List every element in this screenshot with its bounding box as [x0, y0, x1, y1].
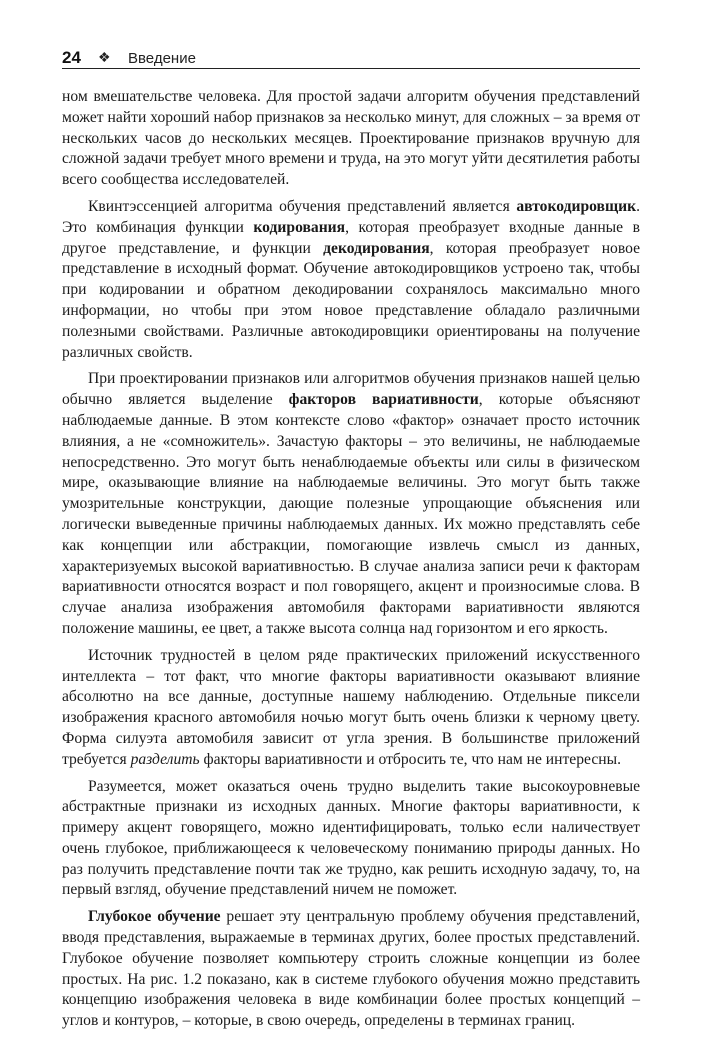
paragraph [62, 646, 640, 771]
separator-ornament-icon: ❖ [98, 49, 111, 65]
body-text [62, 87, 640, 1038]
text-run: Источник трудностей в целом ряде практических приложений искусственного интеллекта – тот факт, что многие факторы вариативности оказывают влияние абсолютно на все данные, доступные нашему наблюдению. Отдельные пиксели изображения красного автомобиля ночью могут быть очень близки к черному цвету. Форма силуэта автомобиля зависит от угла зрения. В большинстве приложений требуется [62, 646, 640, 768]
text-run: , которая преобразует новое представление в исходный формат. Обучение автокодировщиков устроено так, чтобы при кодировании и обратном декодировании сохранялось максимально много информации, но чтобы при этом новое представление обладало различными полезными свойствами. Различные автокодировщики ориентированы на получение различных свойств. [62, 239, 641, 361]
text-run: При проектировании признаков или алгоритмов обучения признаков нашей целью обычно является выделение [62, 370, 640, 409]
text-run: ном вмешательстве человека. Для простой задачи алгоритм обучения представлений может найти хороший набор признаков за несколько минут, для сложных – за время от нескольких часов до нескольких месяцев. Проектирование признаков вручную для сложной задачи требует много времени и труда, на это могут уйти десятилетия работы всего сообщества исследователей. [62, 88, 640, 189]
text-run: Квинтэссенцией алгоритма обучения представлений является [88, 197, 517, 215]
bold-term: Глубокое обучение [88, 908, 221, 926]
section-title: Введение [128, 50, 196, 67]
bold-term: декодирования [323, 239, 430, 257]
text-run: факторы вариативности и отбросить те, что нам не интересны. [199, 750, 621, 768]
running-header [62, 46, 640, 69]
text-run: , которая преобразует входные данные в другое представление, и функции [62, 218, 640, 257]
paragraph [62, 197, 640, 363]
page-number: 24 [62, 48, 81, 67]
paragraph [62, 87, 640, 191]
paragraph [62, 907, 640, 1032]
bold-term: кодирования [253, 218, 346, 236]
text-run: , которые объясняют наблюдаемые данные. В этом контексте слово «фактор» означает просто источник влияния, а не «сомножитель». Зачастую факторы – это величины, не наблюдаемые непосредственно. Это могут быть ненаблюдаемые объекты или силы в физическом мире, оказывающие влияние на наблюдаемые величины. Это могут быть также умозрительные конструкции, дающие полезные упрощающие объяснения или логически выведенные причины наблюдаемых данных. Их можно представлять себе как концепции или абстракции, помогающие извлечь смысл из данных, характеризуемых высокой вариативностью. В случае анализа записи речи к факторам вариативности относятся возраст и пол говорящего, акцент и произносимые слова. В случае анализа изображения автомобиля факторами вариативности являются положение машины, ее цвет, а также высота солнца над горизонтом и его яркость. [62, 391, 640, 637]
text-run: . Это комбинация функции [62, 197, 640, 236]
paragraph [62, 369, 640, 639]
bold-term: факторов вариативности [288, 391, 479, 409]
text-run: решает эту центральную проблему обучения представлений, вводя представления, выражаемые в терминах других, более простых представлений. Глубокое обучение позволяет компьютеру строить сложные концепции из более простых. На рис. 1.2 показано, как в системе глубокого обучения можно представить концепцию изображения человека в виде комбинации более простых концепций – углов и контуров, – которые, в свою очередь, определены в терминах границ. [62, 908, 640, 1030]
bold-term: автокодировщик [516, 197, 637, 215]
emphasis-term: разделить [130, 750, 200, 768]
paragraph [62, 777, 640, 902]
text-run: Разумеется, может оказаться очень трудно выделить такие высокоуровневые абстрактные признаки из исходных данных. Многие факторы вариативности, к примеру акцент говорящего, можно идентифицировать, только если наличествует очень глубокое, приближающееся к человеческому пониманию природы данных. Но раз получить представление почти так же трудно, как решить исходную задачу, то, на первый взгляд, обучение представлений ничем не поможет. [62, 777, 640, 899]
